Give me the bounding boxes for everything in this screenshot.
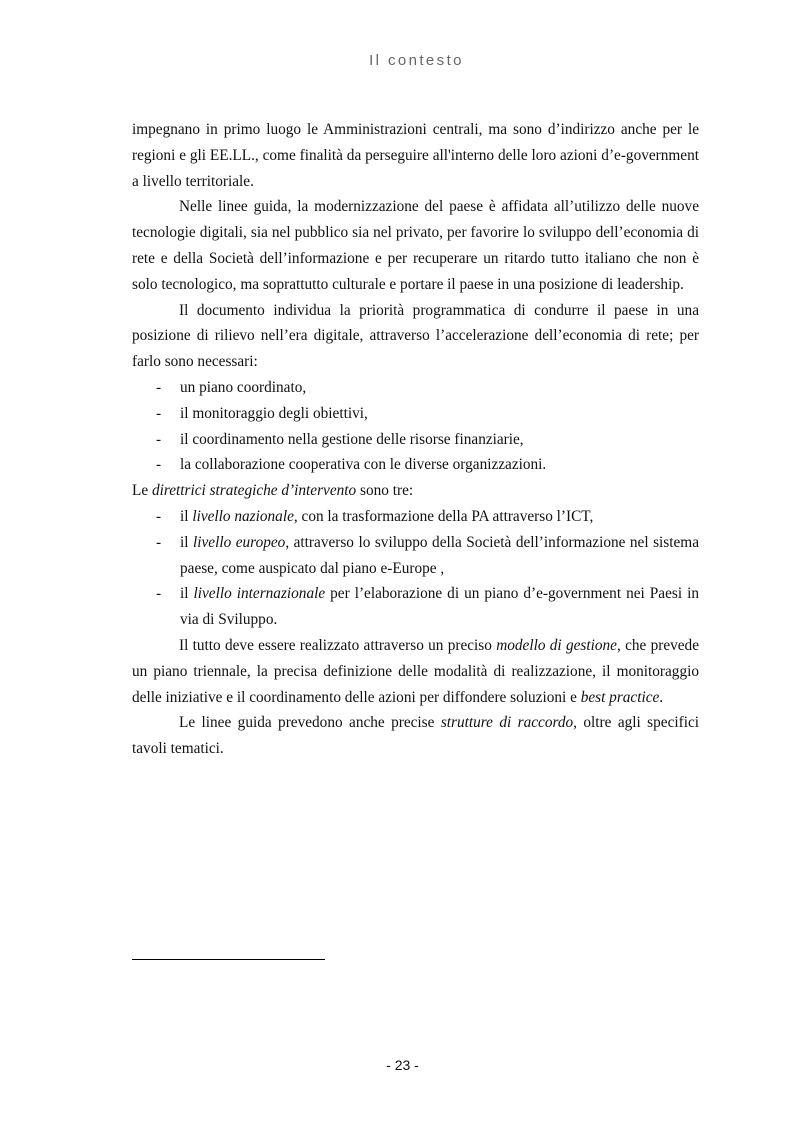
text-run: il	[180, 533, 194, 551]
list-item	[132, 581, 699, 633]
list-item	[132, 530, 699, 582]
paragraph-continuation: impegnano in primo luogo le Amministrazioni centrali, ma sono d’indirizzo anche per le regioni e gli EE.LL., come finalità da perseguire all'interno delle loro azioni d’e-government a livello territoriale.	[132, 121, 699, 190]
body-text	[132, 117, 699, 762]
text-run: Il tutto deve essere realizzato attraverso un preciso	[179, 636, 497, 654]
list-item: - il coordinamento nella gestione delle risorse finanziarie,	[132, 427, 699, 453]
paragraph-modello-gestione	[132, 633, 699, 710]
page-number: - 23 -	[386, 1057, 419, 1073]
paragraph-strutture	[132, 710, 699, 762]
running-header: Il contesto	[369, 52, 464, 69]
list-item: - un piano coordinato,	[132, 375, 699, 401]
italic-term: strutture di raccordo	[440, 714, 574, 732]
list-item: - la collaborazione cooperativa con le diverse organizzazioni.	[132, 452, 699, 478]
direttrici-list	[132, 504, 699, 633]
text-run: Le	[132, 482, 152, 500]
text-run: , che prevede un piano triennale, la precisa definizione delle modalità di realizzazione, il monitoraggio delle iniziative e il coordinamento delle azioni per diffondere soluzioni e	[132, 636, 699, 706]
text-run: , con la trasformazione della PA attraverso l’ICT,	[293, 507, 594, 525]
footnote-separator	[132, 959, 325, 960]
text-run: per l’elaborazione di un piano d’e-government nei Paesi in via di Sviluppo.	[180, 585, 699, 629]
italic-term: modello di gestione	[496, 636, 617, 654]
italic-term: best practice	[580, 688, 660, 706]
italic-term: livello internazionale	[193, 585, 326, 603]
text-run: il	[180, 585, 194, 603]
text-run: , attraverso lo sviluppo della Società dell’informazione nel sistema paese, come auspicato dal piano e-Europe ,	[180, 533, 699, 577]
text-run: Le linee guida prevedono anche precise	[179, 714, 441, 732]
text-run: il	[180, 507, 193, 525]
italic-term: livello nazionale	[192, 507, 294, 525]
paragraph-linee-guida: Nelle linee guida, la modernizzazione del paese è affidata all’utilizzo delle nuove tecnologie digitali, sia nel pubblico sia nel privato, per favorire lo sviluppo dell’economia di rete e della Società dell’informazione e per recuperare un ritardo tutto italiano che non è solo tecnologico, ma soprattutto culturale e portare il paese in una posizione di leadership.	[132, 198, 699, 293]
requirements-list	[132, 375, 699, 478]
text-run: , oltre agli specifici tavoli tematici.	[132, 714, 699, 758]
list-item: - il monitoraggio degli obiettivi,	[132, 401, 699, 427]
paragraph-documento: Il documento individua la priorità programmatica di condurre il paese in una posizione di rilievo nell’era digitale, attraverso l’accelerazione dell’economia di rete; per farlo sono necessari:	[132, 301, 699, 371]
list-item	[132, 504, 699, 530]
italic-term: livello europeo	[193, 533, 286, 551]
text-run: sono tre:	[356, 482, 414, 500]
paragraph-direttrici	[132, 478, 699, 504]
italic-term: direttrici strategiche d’intervento	[151, 482, 357, 500]
text-run: .	[659, 688, 664, 706]
